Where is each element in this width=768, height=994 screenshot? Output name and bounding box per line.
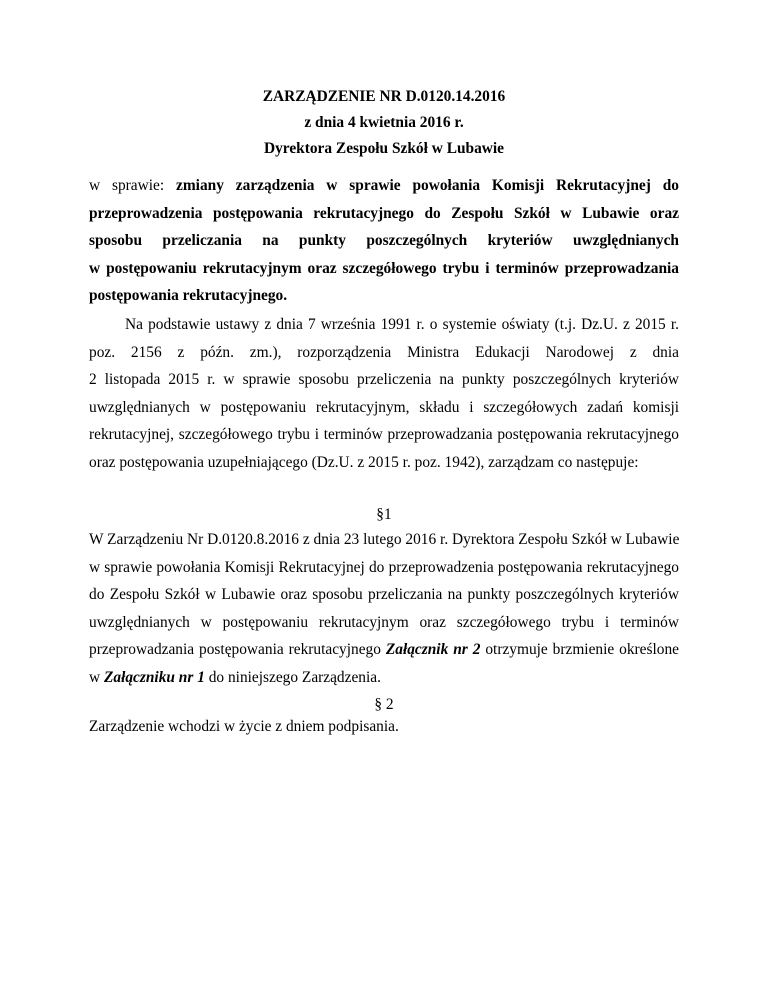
subject-line-2: przeprowadzenia postępowania rekrutacyjnego do Zespołu Szkół w Lubawie oraz: [89, 204, 679, 222]
section-1-line-4: uwzględnianych w postępowaniu rekrutacyjnym oraz szczegółowego trybu i terminów: [89, 613, 679, 631]
subject-prefix: w sprawie:: [89, 177, 177, 194]
basis-line-2: poz. 2156 z późn. zm.), rozporządzenia Ministra Edukacji Narodowej z dnia: [89, 343, 679, 361]
section-1-line-1: W Zarządzeniu Nr D.0120.8.2016 z dnia 23 lutego 2016 r. Dyrektora Zespołu Szkół w Lubawie: [89, 531, 680, 548]
section-1-line-6-text: w: [89, 668, 104, 686]
basis-line-4: uwzględnianych w postępowaniu rekrutacyjnym, składu i szczegółowych zadań komisji: [89, 398, 679, 416]
section-2-body: Zarządzenie wchodzi w życie z dniem podpisania.: [89, 718, 399, 735]
section-1-line-6: [89, 664, 679, 692]
basis-line-3: 2 listopada 2015 r. w sprawie sposobu przeliczenia na punkty poszczególnych kryteriów: [89, 371, 679, 389]
document-issuer: Dyrektora Zespołu Szkół w Lubawie: [263, 140, 504, 157]
legal-basis-paragraph: [89, 311, 679, 477]
document-title: ZARZĄDZENIE NR D.0120.14.2016: [262, 88, 506, 105]
basis-line-5: rekrutacyjnej, szczegółowego trybu i terminów przeprowadzania postępowania rekrutacyjnego: [89, 426, 679, 444]
basis-line-1: Na podstawie ustawy z dnia 7 września 1991 r. o systemie oświaty (t.j. Dz.U. z 2015 r.: [125, 316, 679, 333]
section-1-line-3: do Zespołu Szkół w Lubawie oraz sposobu przeliczania na punkty poszczególnych kryteriów: [89, 586, 679, 604]
subject-line-4: w postępowaniu rekrutacyjnym oraz szczegółowego trybu i terminów przeprowadzania: [89, 259, 679, 277]
section-1-line-5-tail: otrzymuje brzmienie określone: [480, 641, 679, 659]
section-2-heading: § 2: [374, 696, 394, 713]
subject-paragraph: [89, 172, 679, 310]
subject-text-1: zmiany zarządzenia w sprawie powołania Komisji Rekrutacyjnej do: [176, 177, 679, 194]
section-1-line-5-text: przeprowadzania postępowania rekrutacyjnego: [89, 641, 386, 659]
section-1-line-5: [89, 636, 679, 664]
attachment-1-reference: Załączniku nr 1: [103, 668, 205, 686]
basis-line-6: oraz postępowania uzupełniającego (Dz.U. z 2015 r. poz. 1942), zarządzam co następuje:: [89, 453, 639, 471]
document-date: z dnia 4 kwietnia 2016 r.: [304, 114, 464, 131]
attachment-2-reference: Załącznik nr 2: [385, 641, 481, 659]
subject-line-5: postępowania rekrutacyjnego.: [89, 287, 288, 305]
subject-line-3: sposobu przeliczania na punkty poszczególnych kryteriów uwzględnianych: [89, 232, 679, 250]
subject-line-1: [89, 172, 679, 200]
section-1-line-2: w sprawie powołania Komisji Rekrutacyjnej do przeprowadzenia postępowania rekrutacyjnego: [89, 558, 679, 576]
section-1-body: [89, 526, 679, 692]
section-1-heading: §1: [376, 506, 392, 523]
section-1-line-6-tail: do niniejszego Zarządzenia.: [204, 668, 381, 686]
